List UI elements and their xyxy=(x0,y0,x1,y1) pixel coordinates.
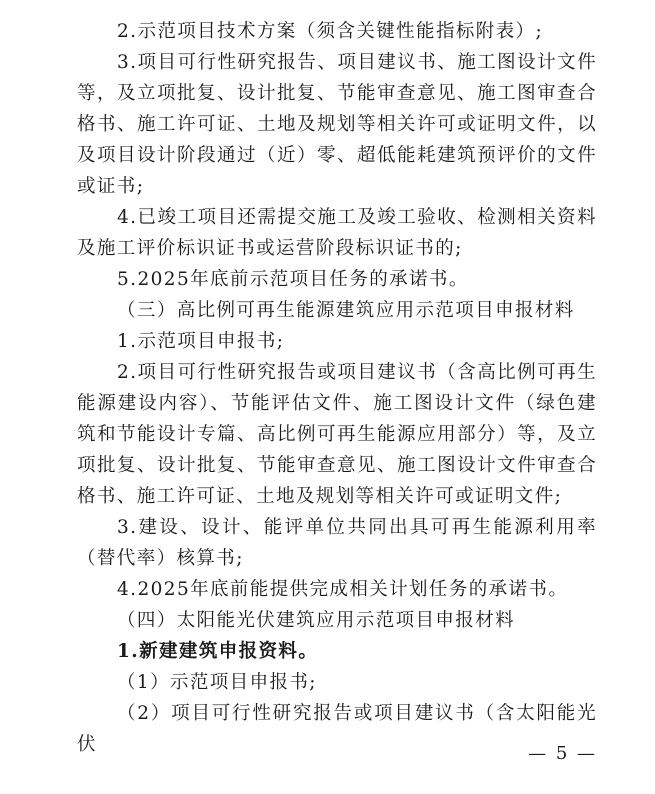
paragraph-tech-plan: 2.示范项目技术方案（须含关键性能指标附表）; xyxy=(117,21,544,42)
paragraph-renewable-feasibility: 2.项目可行性研究报告或项目建议书（含高比例可再生能源建设内容）、节能评估文件、施工图设计文件（绿色建筑和节能设计专篇、高比例可再生能源应用部分）等，及立项批复、设计批复、节能审查意见、施工图设计文件审查合格书、施工许可证、土地及规划等相关许可或证明文件; xyxy=(77,362,597,507)
paragraph-application-form: 1.示范项目申报书; xyxy=(117,331,285,352)
page-number: — 5 — xyxy=(528,743,597,764)
paragraph-solar-application-form: （1）示范项目申报书; xyxy=(117,672,317,693)
subheading-new-building: 1.新建建筑申报资料。 xyxy=(117,641,319,662)
section-heading-renewable: （三）高比例可再生能源建筑应用示范项目申报材料 xyxy=(117,300,575,321)
paragraph-commitment-2: 4.2025年底前能提供完成相关计划任务的承诺书。 xyxy=(117,579,569,600)
paragraph-solar-feasibility: （2）项目可行性研究报告或项目建议书（含太阳能光伏 xyxy=(77,703,597,755)
section-heading-solar: （四）太阳能光伏建筑应用示范项目申报材料 xyxy=(117,610,516,631)
document-page xyxy=(77,16,597,760)
paragraph-utilization-rate: 3.建设、设计、能评单位共同出具可再生能源利用率（替代率）核算书; xyxy=(77,517,597,569)
paragraph-commitment-1: 5.2025年底前示范项目任务的承诺书。 xyxy=(117,269,469,290)
paragraph-completed-project: 4.已竣工项目还需提交施工及竣工验收、检测相关资料及施工评价标识证书或运营阶段标识证书的; xyxy=(77,207,597,259)
paragraph-feasibility-docs: 3.项目可行性研究报告、项目建议书、施工图设计文件等，及立项批复、设计批复、节能审查意见、施工图审查合格书、施工许可证、土地及规划等相关许可或证明文件，以及项目设计阶段通过（近）零、超低能耗建筑预评价的文件或证书; xyxy=(77,52,597,197)
